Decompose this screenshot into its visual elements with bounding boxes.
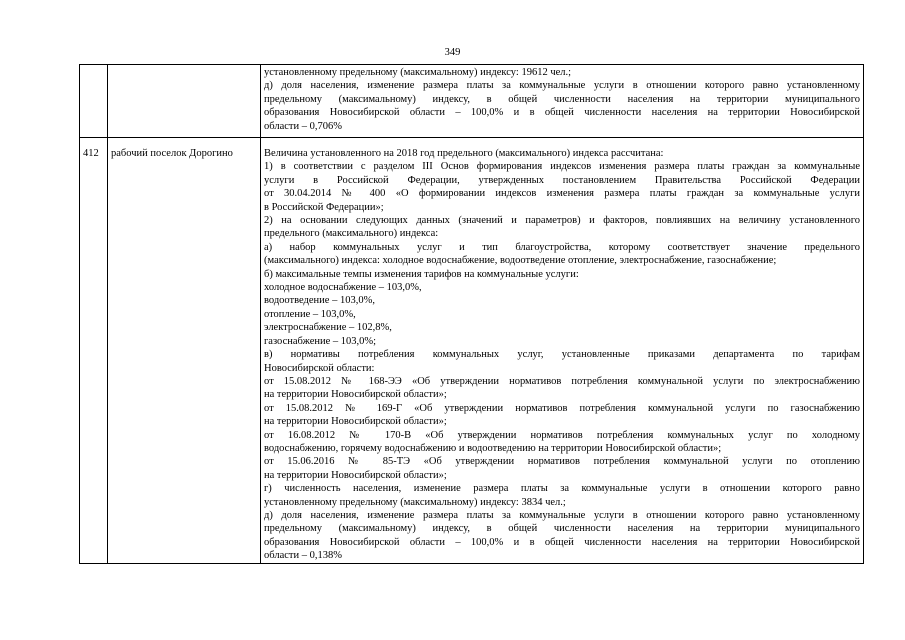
index-table [79, 64, 864, 564]
settlement-name-cell: рабочий поселок Дорогино [108, 138, 261, 564]
text-line: на территории Новосибирской области»; [264, 389, 447, 401]
row-number-cell: 412 [80, 138, 108, 564]
text-line: б) максимальные темпы изменения тарифов на коммунальные услуги: [264, 268, 579, 280]
text-line: г) численность населения, изменение размера платы за коммунальные услуги в отношении которого равно [264, 483, 860, 495]
text-line: образования Новосибирской области – 100,0% и в общей численности населения на территории Новосибирской [264, 536, 860, 548]
text-line: предельному (максимальному) индексу, в общей численности населения на территории муниципального [264, 523, 860, 535]
text-line: в Российской Федерации»; [264, 201, 384, 213]
text-line: на территории Новосибирской области»; [264, 469, 447, 481]
text-line: от 15.06.2016 № 85-ТЭ «Об утверждении нормативов потребления коммунальной услуги по отоплению [264, 456, 860, 468]
text-line: в) нормативы потребления коммунальных услуг, установленные приказами департамента по тарифам [264, 349, 860, 361]
text-line: области – 0,706% [264, 120, 342, 132]
text-line: услуги в Российской Федерации, утвержденных постановлением Правительства Российской Федерации [264, 174, 860, 186]
text-line: (максимального) индекса: холодное водоснабжение, водоотведение отопление, электроснабжение, газоснабжение; [264, 255, 777, 267]
text-line: 1) в соответствии с разделом III Основ формирования индексов изменения размера платы граждан за коммунальные [264, 161, 860, 173]
table-row [80, 65, 864, 138]
text-line: Величина установленного на 2018 год предельного (максимального) индекса рассчитана: [264, 148, 664, 159]
text-line: водоснабжению, горячему водоснабжению и водоотведению на территории Новосибирской области»; [264, 442, 722, 454]
page-number: 349 [444, 47, 461, 58]
text-line: области – 0,138% [264, 550, 342, 562]
text-line: от 16.08.2012 № 170-В «Об утверждении нормативов потребления коммунальных услуг по холодному [264, 429, 860, 441]
text-line: на территории Новосибирской области»; [264, 416, 447, 428]
text-line: предельного (максимального) индекса: [264, 228, 439, 240]
table-row [80, 138, 864, 564]
calculation-text-cell [261, 65, 864, 138]
settlement-name-cell [108, 65, 261, 138]
text-line: водоотведение – 103,0%, [264, 295, 375, 307]
text-line: предельному (максимальному) индексу, в общей численности населения на территории муниципального [264, 93, 860, 105]
text-line: от 30.04.2014 № 400 «О формировании индексов изменения размера платы граждан за коммунальные услуги [264, 188, 860, 200]
text-line: установленному предельному (максимальному) индексу: 19612 чел.; [264, 67, 572, 78]
text-line: от 15.08.2012 № 169-Г «Об утверждении нормативов потребления коммунальной услуги по газоснабжению [264, 402, 860, 414]
text-line: 2) на основании следующих данных (значений и параметров) и факторов, повлиявших на величину установленного [264, 215, 860, 227]
text-line: установленному предельному (максимальному) индексу: 3834 чел.; [264, 496, 566, 508]
row-number-cell [80, 65, 108, 138]
text-line: холодное водоснабжение – 103,0%, [264, 282, 422, 294]
text-line: электроснабжение – 102,8%, [264, 322, 392, 334]
text-line: а) набор коммунальных услуг и тип благоустройства, которому соответствует значение предельного [264, 241, 860, 253]
text-line: д) доля населения, изменение размера платы за коммунальные услуги в отношении которого равно установленному [264, 80, 860, 92]
text-line: отопление – 103,0%, [264, 308, 356, 320]
text-line: д) доля населения, изменение размера платы за коммунальные услуги в отношении которого равно установленному [264, 509, 860, 521]
text-line: образования Новосибирской области – 100,0% и в общей численности населения на территории Новосибирской [264, 107, 860, 119]
text-line: Новосибирской области: [264, 362, 375, 374]
calculation-text-cell [261, 138, 864, 564]
text-line: от 15.08.2012 № 168-ЭЭ «Об утверждении нормативов потребления коммунальной услуги по электроснабжению [264, 375, 860, 387]
text-line: газоснабжение – 103,0%; [264, 335, 377, 347]
